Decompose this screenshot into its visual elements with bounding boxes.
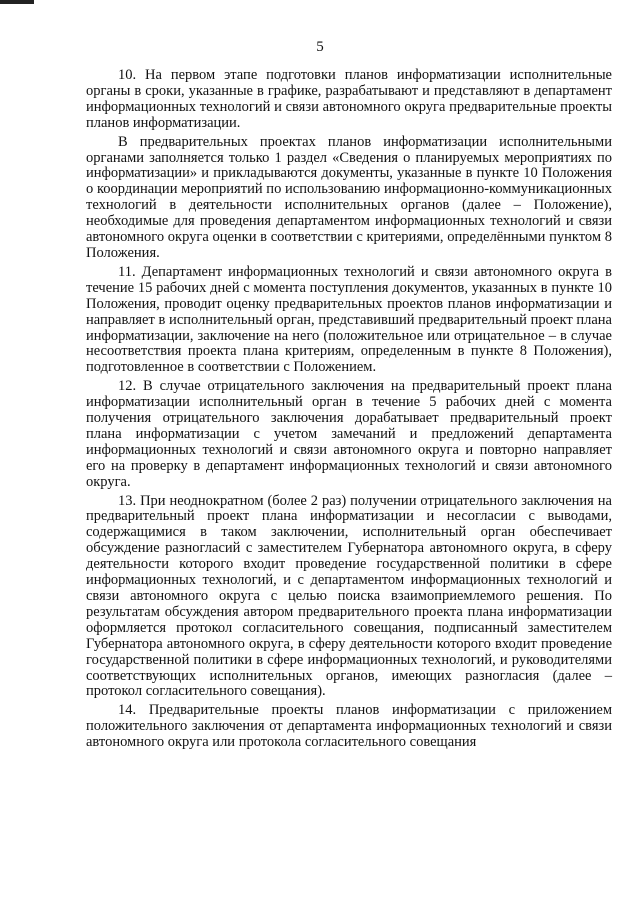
scan-corner-mark [0, 0, 34, 4]
paragraph-item-10: 10. На первом этапе подготовки планов информатизации исполнительные органы в сроки, указанные в графике, разрабатывают и представляют в департамент информационных технологий и связи автономного округа предварительные проекты планов информатизации. [86, 67, 612, 131]
paragraph-item-12: 12. В случае отрицательного заключения на предварительный проект плана информатизации исполнительный орган в течение 5 рабочих дней с момента получения отрицательного заключения дорабатывает предварительный проект плана информатизации с учетом замечаний и предложений департамента информационных технологий и связи автономного округа и повторно направляет его на проверку в департамент информационных технологий и связи автономного округа. [86, 378, 612, 490]
paragraph-item-11: 11. Департамент информационных технологий и связи автономного округа в течение 15 рабочих дней с момента поступления документов, указанных в пункте 10 Положения, проводит оценку предварительных проектов планов информатизации и направляет в исполнительный орган, представивший предварительный проект плана информатизации, заключение на него (положительное или отрицательное – в случае несоответствия проекта плана критериям, определенным в пункте 8 Положения), подготовленное в соответствии с Положением. [86, 263, 612, 376]
page-number: 5 [316, 39, 324, 55]
paragraph-item-14: 14. Предварительные проекты планов информатизации с приложением положительного заключения от департамента информационных технологий и связи автономного округа или протокола согласительного совещания [86, 702, 612, 751]
paragraph-preliminary-projects: В предварительных проектах планов информатизации исполнительными органами заполняется только 1 раздел «Сведения о планируемых мероприятиях по информатизации» и прикладываются документы, указанные в пункте 10 Положения о координации мероприятий по использованию информационно-коммуникационных технологий в деятельности исполнительных органов (далее – Положение), необходимые для проведения департаментом информационных технологий и связи автономного округа оценки в соответствии с критериями, определёнными пунктом 8 Положения. [86, 133, 612, 261]
document-body [86, 68, 612, 754]
paragraph-item-13: 13. При неоднократном (более 2 раз) получении отрицательного заключения на предварительный проект плана информатизации и несогласии с выводами, содержащимися в таком заключении, исполнительный орган обеспечивает обсуждение разногласий с заместителем Губернатора автономного округа, в сферу деятельности которого входит проведение государственной политики в сфере информационных технологий, и с департаментом информационных технологий и связи автономного округа с целью поиска взаимоприемлемого решения. По результатам обсуждения автором предварительного проекта плана информатизации оформляется протокол согласительного совещания, подписанный заместителем Губернатора автономного округа, в сферу деятельности которого входит проведение государственной политики в сфере информационных технологий, и руководителями соответствующих исполнительных органов, имеющих разногласия (далее – протокол согласительного совещания). [86, 492, 612, 700]
